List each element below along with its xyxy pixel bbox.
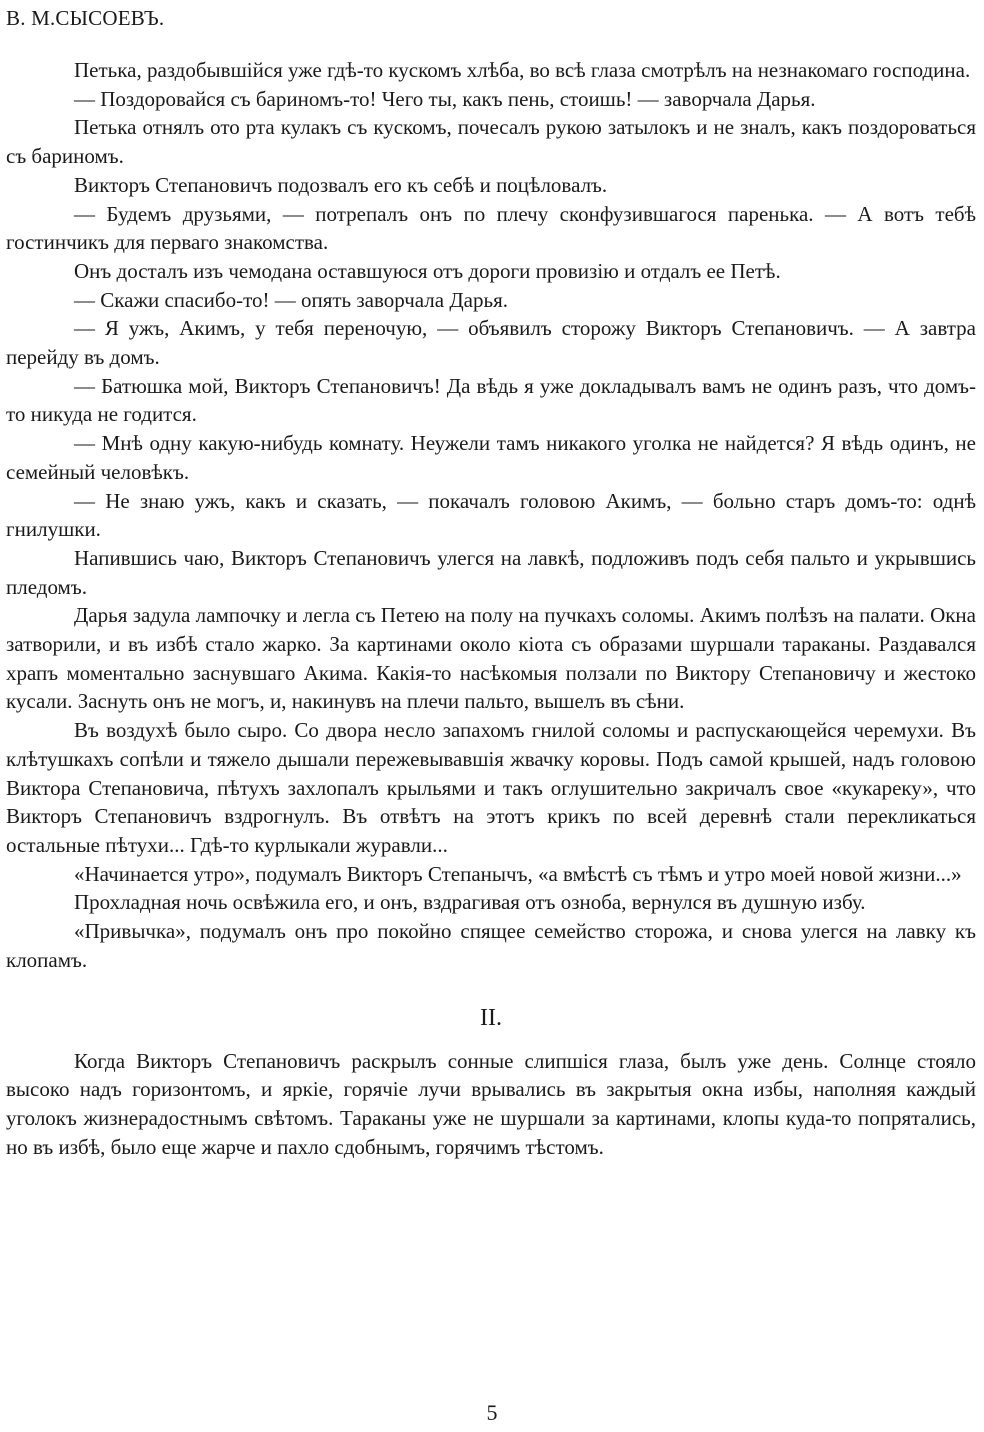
section-heading: II. [480,1004,502,1031]
paragraph: Въ воздухѣ было сыро. Со двора несло запахомъ гнилой соломы и распускающейся черемухи. Въ клѣтушкахъ сопѣли и тяжело дышали пережевывавшія жвачку коровы. Подъ самой крышей, надъ головою Виктора Степановича, пѣтухъ захлопалъ крыльями и такъ оглушительно закричалъ свое «кукареку», что Викторъ Степановичъ вздрогнулъ. Въ отвѣтъ на этотъ крикъ по всей деревнѣ стали перекликаться остальные пѣтухи... Гдѣ-то курлыкали журавли... [6,718,976,857]
paragraph: — Не знаю ужъ, какъ и сказать, — покачалъ головою Акимъ, — больно старъ домъ-то: однѣ гнилушки. [6,488,976,542]
paragraph: Петька отнялъ ото рта кулакъ съ кускомъ, почесалъ рукою затылокъ и не зналъ, какъ поздороваться съ бариномъ. [6,115,976,169]
paragraph: Дарья задула лампочку и легла съ Петею на полу на пучкахъ соломы. Акимъ полѣзъ на палати. Окна затворили, и въ избѣ стало жарко. За картинами около кіота съ образами шуршали тараканы. Раздавался храпъ моментально заснувшаго Акима. Какія-то насѣкомыя ползали по Виктору Степановичу и жестоко кусали. Заснуть онъ не могъ, и, накинувъ на плечи пальто, вышелъ въ сѣни. [6,603,976,714]
page-body [6,56,976,1161]
paragraph: — Будемъ друзьями, — потрепалъ онъ по плечу сконфузившагося паренька. — А вотъ тебѣ гостинчикъ для перваго знакомства. [6,201,976,255]
paragraph: Петька, раздобывшійся уже гдѣ-то кускомъ хлѣба, во всѣ глаза смотрѣлъ на незнакомаго господина. [74,58,971,82]
running-head: В. М.СЫСОЕВЪ. [6,6,165,30]
page-number: 5 [486,1400,498,1425]
paragraph: Викторъ Степановичъ подозвалъ его къ себѣ и поцѣловалъ. [74,172,608,197]
paragraph: — Поздоровайся съ бариномъ-то! Чего ты, какъ пень, стоишь! — заворчала Дарья. [74,86,816,111]
paragraph: «Начинается утро», подумалъ Викторъ Степанычъ, «а вмѣстѣ съ тѣмъ и утро моей новой жизни...» [74,861,962,886]
paragraph: — Мнѣ одну какую-нибудь комнату. Неужели тамъ никакого уголка не найдется? Я вѣдь одинъ, не семейный человѣкъ. [6,431,976,484]
paragraph: Напившись чаю, Викторъ Степановичъ улегся на лавкѣ, подложивъ подъ себя пальто и укрывшись пледомъ. [6,545,976,599]
paragraph: — Батюшка мой, Викторъ Степановичъ! Да вѣдь я уже докладывалъ вамъ не одинъ разъ, что домъ-то никуда не годится. [6,373,976,427]
paragraph: Когда Викторъ Степановичъ раскрылъ сонные слипшіся глаза, былъ уже день. Солнце стояло высоко надъ горизонтомъ, и яркіе, горячіе лучи врывались въ закрытыя окна избы, наполняя каждый уголокъ жизнерадостнымъ свѣтомъ. Тараканы уже не шуршали за картинами, клопы куда-то попрятались, но въ избѣ, было еще жарче и пахло сдобнымъ, горячимъ тѣстомъ. [6,1048,976,1159]
paragraph: Прохладная ночь освѣжила его, и онъ, вздрагивая отъ озноба, вернулся въ душную избу. [74,890,866,915]
paragraph: «Привычка», подумалъ онъ про покойно спящее семейство сторожа, и снова улегся на лавку къ клопамъ. [6,919,976,972]
paragraph: Онъ досталъ изъ чемодана оставшуюся отъ дороги провизію и отдалъ ее Петѣ. [74,258,781,283]
paragraph: — Я ужъ, Акимъ, у тебя переночую, — объявилъ сторожу Викторъ Степановичъ. — А завтра перейду въ домъ. [6,316,976,370]
paragraph: — Скажи спасибо-то! — опять заворчала Дарья. [74,287,508,312]
